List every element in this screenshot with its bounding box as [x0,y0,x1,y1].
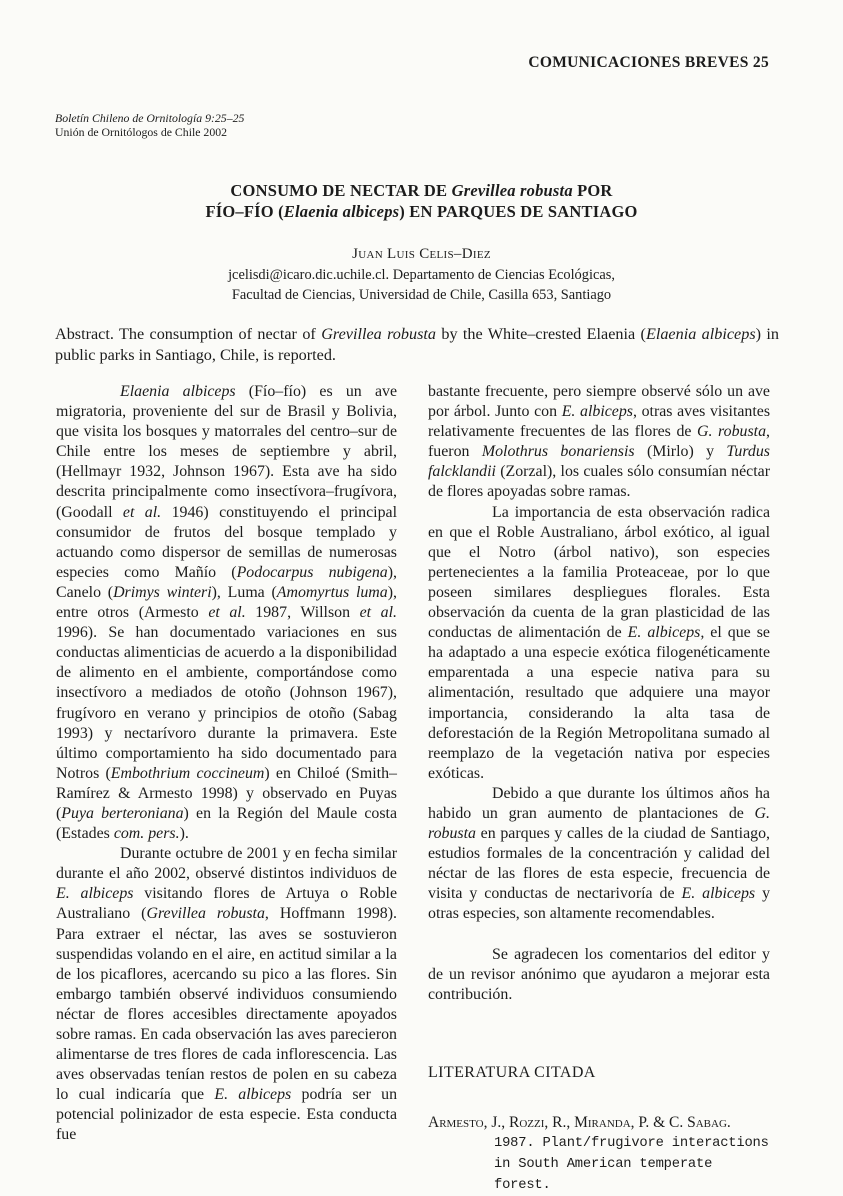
title-line-1: CONSUMO DE NECTAR DE Grevillea robusta POR [230,181,613,200]
running-head: COMUNICACIONES BREVES 25 [528,54,769,71]
acknowledgements: Se agradecen los comentarios del editor y de un revisor anónimo que ayudaron a mejorar esta contribución. [428,945,770,1003]
affiliation-line-2: Facultad de Ciencias, Universidad de Chile, Casilla 653, Santiago [231,287,612,303]
journal-name: Boletín Chileno de Ornitología 9:25–25 [55,111,245,125]
affiliation-line-1: jcelisdi@icaro.dic.uchile.cl. Departamento de Ciencias Ecológicas, [228,267,615,283]
article-title [0,180,843,222]
author-name: Juan Luis Celis–Diez [352,246,491,262]
publisher: Unión de Ornitólogos de Chile 2002 [55,125,228,139]
paragraph-intro: Elaenia albiceps (Fío–fío) es un ave migratoria, proveniente del sur de Brasil y Bolivia, que visita los bosques y matorrales del centro–sur de Chile entre los meses de septiembre y abril, (Hellmayr 1932, Johnson 1967). Esta ave ha sido descrita principalmente como insectívora–frugívora, (Goodall et al. 1946) constituyendo el principal consumidor de frutos del bosque templado y actuando como dispersor de semillas de numerosas especies como Mañío (Podocarpus nubigena), Canelo (Drimys winteri), Luma (Amomyrtus luma), entre otros (Armesto et al. 1987, Willson et al. 1996). Se han documentado variaciones en sus conductas alimenticias de acuerdo a la disponibilidad de alimento en el ambiente, comportándose como insectívoro a mediados de otoño (Johnson 1967), frugívoro en verano y principios de otoño (Sabag 1993) y nectarívoro durante la primavera. Este último comportamiento ha sido documentado para Notros (Embothrium coccineum) en Chiloé (Smith–Ramírez & Armesto 1998) y observado en Puyas (Puya berteroniana) en la Región del Maule costa (Estades com. pers.). [56,383,398,843]
author-affiliation [0,265,843,305]
journal-citation [55,111,244,139]
reference-entry: Armesto, J., Rozzi, R., Miranda, P. & C. Sabag. 1987. Plant/frugivore interactions in South American temperate forest. [428,1113,769,1193]
right-column [428,382,770,1195]
left-column [56,382,397,1146]
paragraph-observations: Durante octubre de 2001 y en fecha similar durante el año 2002, observé distintos individuos de E. albiceps visitando flores de Artuya o Roble Australiano (Grevillea robusta, Hoffmann 1998). Para extraer el néctar, las aves se sostuvieron suspendidas volando en el aire, en actitud similar a la de los picaflores, acercando su pico a las flores. Sin embargo también observé individuos consumiendo néctar de flores accesibles directamente apoyados sobre ramas. En cada observación las aves parecieron alimentarse de tres flores de cada inflorescencia. Las aves observadas tenían restos de polen en su cabeza lo cual indicaría que E. albiceps podría ser un potencial polinizador de esta especie. Esta conducta fue [56,845,398,1144]
paragraph-continued: bastante frecuente, pero siempre observé sólo un ave por árbol. Junto con E. albiceps, otras aves visitantes relativamente frecuentes de las flores de G. robusta, fueron Molothrus bonariensis (Mirlo) y Turdus falcklandii (Zorzal), los cuales sólo consumían néctar de flores apoyadas sobre ramas. [428,383,771,501]
references-heading: LITERATURA CITADA [428,1063,596,1081]
title-line-2: FÍO–FÍO (Elaenia albiceps) EN PARQUES DE SANTIAGO [205,202,638,221]
paragraph-importance: La importancia de esta observación radica en que el Roble Australiano, árbol exótico, al igual que el Notro (árbol nativo), son especies pertenecientes a la familia Proteaceae, por lo que poseen similares despliegues florales. Esta observación da cuenta de la gran plasticidad de las conductas de alimentación de E. albiceps, el que se ha adaptado a una especie exótica filogenéticamente emparentada a una especie nativa para su alimentación, resultado que adquiere una mayor importancia, considerando la alta tasa de deforestación de la Región Metropolitana sumado al reemplazo de la vegetación nativa por especies exóticas. [428,503,770,782]
paragraph-recommendation: Debido a que durante los últimos años ha habido un gran aumento de plantaciones de G. robusta en parques y calles de la ciudad de Santiago, estudios formales de la concentración y calidad del néctar de las flores de esta especie, frecuencia de visita y conductas de nectarivoría de E. albiceps y otras especies, son altamente recomendables. [428,784,771,923]
abstract: Abstract. The consumption of nectar of Grevillea robusta by the White–crested Elaenia (Elaenia albiceps) in public parks in Santiago, Chile, is reported. [55,325,780,364]
